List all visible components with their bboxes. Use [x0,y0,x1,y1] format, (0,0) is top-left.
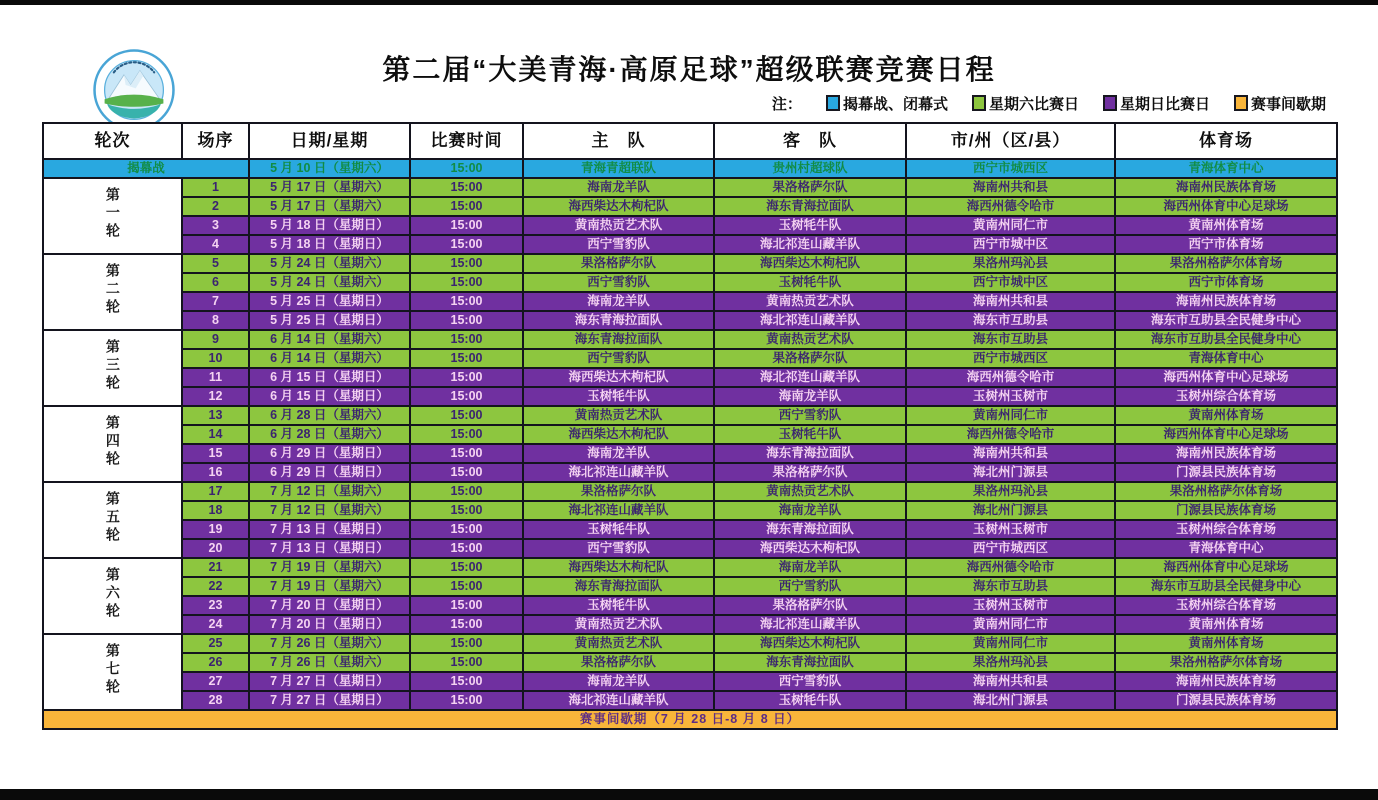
match-row [43,577,1337,596]
match-row [43,596,1337,615]
cell-away: 海北祁连山藏羊队 [714,235,906,254]
cell-away: 海东青海拉面队 [714,653,906,672]
cell-venue: 海西州体育中心足球场 [1115,425,1337,444]
match-row [43,672,1337,691]
cell-home: 海西柴达木枸杞队 [523,197,714,216]
match-row [43,634,1337,653]
cell-venue: 青海体育中心 [1115,349,1337,368]
cell-time: 15:00 [410,672,523,691]
cell-city: 黄南州同仁市 [906,615,1115,634]
cell-home: 玉树牦牛队 [523,387,714,406]
cell-away: 玉树牦牛队 [714,273,906,292]
cell-away: 西宁雪豹队 [714,406,906,425]
cell-match-no: 25 [182,634,249,653]
match-row [43,311,1337,330]
cell-date: 7 月 19 日（星期六） [249,558,410,577]
cell-home: 海西柴达木枸杞队 [523,558,714,577]
cell-city: 海南州共和县 [906,178,1115,197]
cell-away: 贵州村超球队 [714,159,906,178]
cell-home: 玉树牦牛队 [523,520,714,539]
legend-item-label: 星期六比赛日 [988,95,1079,113]
match-row [43,615,1337,634]
saturday-color-swatch-icon [972,95,986,111]
cell-time: 15:00 [410,235,523,254]
match-row [43,235,1337,254]
legend-item-label: 赛事间歇期 [1250,95,1326,113]
cell-match-no: 9 [182,330,249,349]
cell-venue: 果洛州格萨尔体育场 [1115,482,1337,501]
cell-home: 海北祁连山藏羊队 [523,463,714,482]
cell-time: 15:00 [410,539,523,558]
col-header-time: 比赛时间 [410,123,523,159]
round-label-text: 第一轮 [104,187,121,242]
cell-match-no: 17 [182,482,249,501]
round-label [43,482,182,558]
cell-date: 6 月 28 日（星期六） [249,425,410,444]
cell-city: 西宁市城西区 [906,159,1115,178]
cell-venue: 门源县民族体育场 [1115,501,1337,520]
cell-away: 海东青海拉面队 [714,444,906,463]
photo-bottom-edge [0,789,1378,800]
cell-venue: 海南州民族体育场 [1115,292,1337,311]
cell-city: 西宁市城西区 [906,349,1115,368]
cell-venue: 海西州体育中心足球场 [1115,558,1337,577]
cell-venue: 黄南州体育场 [1115,634,1337,653]
col-header-match-no: 场序 [182,123,249,159]
sunday-color-swatch-icon [1103,95,1117,111]
match-row [43,330,1337,349]
cell-city: 玉树州玉树市 [906,387,1115,406]
round-label [43,558,182,634]
cell-venue: 黄南州体育场 [1115,615,1337,634]
cell-city: 海南州共和县 [906,444,1115,463]
cell-match-no: 11 [182,368,249,387]
cell-time: 15:00 [410,197,523,216]
cell-away: 海东青海拉面队 [714,197,906,216]
header-row [43,123,1337,159]
cell-time: 15:00 [410,273,523,292]
cell-time: 15:00 [410,292,523,311]
cell-date: 7 月 13 日（星期日） [249,520,410,539]
cell-home: 海东青海拉面队 [523,577,714,596]
cell-venue: 海南州民族体育场 [1115,672,1337,691]
cell-away: 西宁雪豹队 [714,577,906,596]
cell-city: 海东市互助县 [906,311,1115,330]
cell-venue: 西宁市体育场 [1115,273,1337,292]
match-row [43,368,1337,387]
cell-city: 海西州德令哈市 [906,368,1115,387]
photo-top-edge [0,0,1378,5]
round-label [43,254,182,330]
cell-home: 黄南热贡艺术队 [523,406,714,425]
cell-time: 15:00 [410,368,523,387]
round-label-text: 第七轮 [104,643,121,698]
round-label-text: 第五轮 [104,491,121,546]
cell-time: 15:00 [410,653,523,672]
match-row [43,444,1337,463]
legend-item-opening [826,93,948,114]
match-row [43,539,1337,558]
cell-time: 15:00 [410,216,523,235]
cell-match-no: 24 [182,615,249,634]
cell-match-no: 22 [182,577,249,596]
col-header-round: 轮次 [43,123,182,159]
cell-away: 海西柴达木枸杞队 [714,634,906,653]
round-label-text: 第二轮 [104,263,121,318]
cell-city: 海北州门源县 [906,501,1115,520]
cell-away: 果洛格萨尔队 [714,178,906,197]
cell-date: 6 月 14 日（星期六） [249,349,410,368]
cell-city: 海北州门源县 [906,463,1115,482]
cell-home: 海南龙羊队 [523,178,714,197]
cell-venue: 青海体育中心 [1115,159,1337,178]
cell-date: 5 月 25 日（星期日） [249,311,410,330]
cell-home: 海西柴达木枸杞队 [523,425,714,444]
match-row [43,520,1337,539]
cell-time: 15:00 [410,406,523,425]
cell-date: 7 月 27 日（星期日） [249,672,410,691]
cell-home: 黄南热贡艺术队 [523,634,714,653]
cell-match-no: 6 [182,273,249,292]
cell-venue: 海东市互助县全民健身中心 [1115,330,1337,349]
cell-match-no: 18 [182,501,249,520]
cell-match-no: 16 [182,463,249,482]
round-label-text: 第三轮 [104,339,121,394]
cell-match-no: 15 [182,444,249,463]
cell-date: 7 月 26 日（星期六） [249,653,410,672]
cell-date: 5 月 18 日（星期日） [249,216,410,235]
col-header-city: 市/州（区/县） [906,123,1115,159]
match-row [43,349,1337,368]
cell-city: 西宁市城中区 [906,273,1115,292]
cell-match-no: 5 [182,254,249,273]
cell-time: 15:00 [410,159,523,178]
round-label [43,178,182,254]
cell-home: 黄南热贡艺术队 [523,216,714,235]
cell-date: 6 月 29 日（星期日） [249,463,410,482]
cell-date: 7 月 26 日（星期六） [249,634,410,653]
match-row [43,292,1337,311]
cell-match-no: 19 [182,520,249,539]
cell-date: 5 月 17 日（星期六） [249,197,410,216]
cell-date: 5 月 17 日（星期六） [249,178,410,197]
cell-time: 15:00 [410,482,523,501]
cell-venue: 果洛州格萨尔体育场 [1115,653,1337,672]
cell-date: 7 月 27 日（星期日） [249,691,410,710]
cell-time: 15:00 [410,425,523,444]
match-row [43,254,1337,273]
match-row [43,653,1337,672]
cell-away: 黄南热贡艺术队 [714,292,906,311]
cell-match-no: 10 [182,349,249,368]
cell-city: 黄南州同仁市 [906,216,1115,235]
cell-away: 玉树牦牛队 [714,425,906,444]
cell-match-no: 2 [182,197,249,216]
cell-venue: 黄南州体育场 [1115,216,1337,235]
cell-home: 青海青超联队 [523,159,714,178]
cell-away: 果洛格萨尔队 [714,463,906,482]
break-color-swatch-icon [1234,95,1248,111]
cell-city: 海西州德令哈市 [906,558,1115,577]
col-header-home: 主 队 [523,123,714,159]
cell-venue: 海南州民族体育场 [1115,444,1337,463]
cell-time: 15:00 [410,634,523,653]
cell-city: 海南州共和县 [906,292,1115,311]
cell-time: 15:00 [410,615,523,634]
cell-city: 西宁市城中区 [906,235,1115,254]
break-period-label: 赛事间歇期（7 月 28 日-8 月 8 日） [43,710,1337,729]
cell-venue: 果洛州格萨尔体育场 [1115,254,1337,273]
cell-date: 6 月 15 日（星期日） [249,368,410,387]
cell-venue: 海西州体育中心足球场 [1115,197,1337,216]
cell-city: 黄南州同仁市 [906,406,1115,425]
round-label-text: 第六轮 [104,567,121,622]
cell-home: 果洛格萨尔队 [523,653,714,672]
cell-city: 海北州门源县 [906,691,1115,710]
cell-away: 果洛格萨尔队 [714,349,906,368]
cell-date: 6 月 15 日（星期日） [249,387,410,406]
schedule-body [43,159,1337,729]
match-row [43,482,1337,501]
col-header-date: 日期/星期 [249,123,410,159]
cell-away: 海南龙羊队 [714,387,906,406]
cell-home: 西宁雪豹队 [523,235,714,254]
schedule-table [42,122,1338,730]
opening-match-row [43,159,1337,178]
cell-away: 黄南热贡艺术队 [714,482,906,501]
round-label [43,406,182,482]
cell-home: 果洛格萨尔队 [523,482,714,501]
cell-away: 海西柴达木枸杞队 [714,539,906,558]
cell-city: 果洛州玛沁县 [906,254,1115,273]
cell-venue: 海南州民族体育场 [1115,178,1337,197]
cell-date: 7 月 12 日（星期六） [249,482,410,501]
cell-date: 6 月 29 日（星期日） [249,444,410,463]
match-row [43,691,1337,710]
match-row [43,558,1337,577]
match-row [43,216,1337,235]
cell-city: 玉树州玉树市 [906,520,1115,539]
match-row [43,406,1337,425]
cell-time: 15:00 [410,577,523,596]
cell-away: 黄南热贡艺术队 [714,330,906,349]
cell-away: 果洛格萨尔队 [714,596,906,615]
cell-time: 15:00 [410,520,523,539]
cell-venue: 黄南州体育场 [1115,406,1337,425]
match-row [43,463,1337,482]
cell-venue: 海东市互助县全民健身中心 [1115,577,1337,596]
cell-date: 7 月 19 日（星期六） [249,577,410,596]
cell-home: 果洛格萨尔队 [523,254,714,273]
legend-note: 注： [771,95,802,113]
match-row [43,387,1337,406]
cell-home: 海北祁连山藏羊队 [523,501,714,520]
cell-date: 5 月 18 日（星期日） [249,235,410,254]
cell-match-no: 26 [182,653,249,672]
cell-away: 海北祁连山藏羊队 [714,615,906,634]
cell-city: 玉树州玉树市 [906,596,1115,615]
cell-away: 海东青海拉面队 [714,520,906,539]
match-row [43,273,1337,292]
cell-home: 海西柴达木枸杞队 [523,368,714,387]
cell-date: 6 月 14 日（星期六） [249,330,410,349]
cell-time: 15:00 [410,311,523,330]
table-header [43,123,1337,159]
cell-time: 15:00 [410,330,523,349]
cell-city: 海东市互助县 [906,330,1115,349]
cell-home: 西宁雪豹队 [523,273,714,292]
cell-match-no: 28 [182,691,249,710]
cell-home: 海东青海拉面队 [523,330,714,349]
cell-city: 果洛州玛沁县 [906,482,1115,501]
cell-venue: 玉树州综合体育场 [1115,387,1337,406]
match-row [43,425,1337,444]
cell-home: 西宁雪豹队 [523,539,714,558]
cell-venue: 玉树州综合体育场 [1115,520,1337,539]
cell-venue: 西宁市体育场 [1115,235,1337,254]
cell-match-no: 13 [182,406,249,425]
cell-venue: 海东市互助县全民健身中心 [1115,311,1337,330]
cell-away: 西宁雪豹队 [714,672,906,691]
cell-match-no: 4 [182,235,249,254]
cell-match-no: 3 [182,216,249,235]
cell-away: 海南龙羊队 [714,558,906,577]
cell-match-no: 12 [182,387,249,406]
round-label [43,330,182,406]
match-row [43,501,1337,520]
cell-venue: 玉树州综合体育场 [1115,596,1337,615]
col-header-away: 客 队 [714,123,906,159]
cell-home: 海东青海拉面队 [523,311,714,330]
cell-match-no: 7 [182,292,249,311]
opening-label: 揭幕战 [43,159,249,178]
legend-item-sunday [1103,93,1210,114]
cell-time: 15:00 [410,444,523,463]
cell-venue: 青海体育中心 [1115,539,1337,558]
cell-date: 7 月 20 日（星期日） [249,596,410,615]
cell-time: 15:00 [410,596,523,615]
opening-color-swatch-icon [826,95,840,111]
cell-date: 6 月 28 日（星期六） [249,406,410,425]
cell-home: 海南龙羊队 [523,292,714,311]
cell-time: 15:00 [410,178,523,197]
cell-away: 海北祁连山藏羊队 [714,311,906,330]
cell-match-no: 8 [182,311,249,330]
cell-time: 15:00 [410,463,523,482]
cell-home: 海北祁连山藏羊队 [523,691,714,710]
page-title: 第二届“大美青海·高原足球”超级联赛竞赛日程 [382,54,996,85]
legend-item-label: 星期日比赛日 [1119,95,1210,113]
cell-match-no: 1 [182,178,249,197]
cell-away: 玉树牦牛队 [714,691,906,710]
cell-away: 玉树牦牛队 [714,216,906,235]
cell-date: 5 月 25 日（星期日） [249,292,410,311]
cell-city: 海西州德令哈市 [906,425,1115,444]
cell-match-no: 14 [182,425,249,444]
cell-time: 15:00 [410,349,523,368]
cell-date: 7 月 12 日（星期六） [249,501,410,520]
cell-match-no: 27 [182,672,249,691]
match-row [43,197,1337,216]
cell-date: 7 月 20 日（星期日） [249,615,410,634]
cell-home: 黄南热贡艺术队 [523,615,714,634]
cell-city: 西宁市城西区 [906,539,1115,558]
cell-away: 海南龙羊队 [714,501,906,520]
cell-venue: 海西州体育中心足球场 [1115,368,1337,387]
cell-time: 15:00 [410,501,523,520]
cell-city: 海东市互助县 [906,577,1115,596]
cell-date: 5 月 24 日（星期六） [249,254,410,273]
cell-venue: 门源县民族体育场 [1115,463,1337,482]
break-period-row [43,710,1337,729]
cell-home: 海南龙羊队 [523,444,714,463]
cell-match-no: 21 [182,558,249,577]
legend-item-saturday [972,93,1079,114]
cell-match-no: 20 [182,539,249,558]
cell-away: 海北祁连山藏羊队 [714,368,906,387]
cell-time: 15:00 [410,558,523,577]
cell-city: 黄南州同仁市 [906,634,1115,653]
cell-date: 7 月 13 日（星期日） [249,539,410,558]
cell-home: 西宁雪豹队 [523,349,714,368]
cell-home: 玉树牦牛队 [523,596,714,615]
cell-city: 果洛州玛沁县 [906,653,1115,672]
cell-home: 海南龙羊队 [523,672,714,691]
col-header-venue: 体育场 [1115,123,1337,159]
cell-match-no: 23 [182,596,249,615]
cell-away: 海西柴达木枸杞队 [714,254,906,273]
cell-venue: 门源县民族体育场 [1115,691,1337,710]
cell-city: 海南州共和县 [906,672,1115,691]
legend-item-break [1234,93,1326,114]
cell-date: 5 月 10 日（星期六） [249,159,410,178]
cell-city: 海西州德令哈市 [906,197,1115,216]
cell-time: 15:00 [410,691,523,710]
cell-time: 15:00 [410,387,523,406]
match-row [43,178,1337,197]
legend [772,91,1326,115]
cell-date: 5 月 24 日（星期六） [249,273,410,292]
round-label-text: 第四轮 [104,415,121,470]
cell-time: 15:00 [410,254,523,273]
round-label [43,634,182,710]
legend-item-label: 揭幕战、闭幕式 [842,95,948,113]
